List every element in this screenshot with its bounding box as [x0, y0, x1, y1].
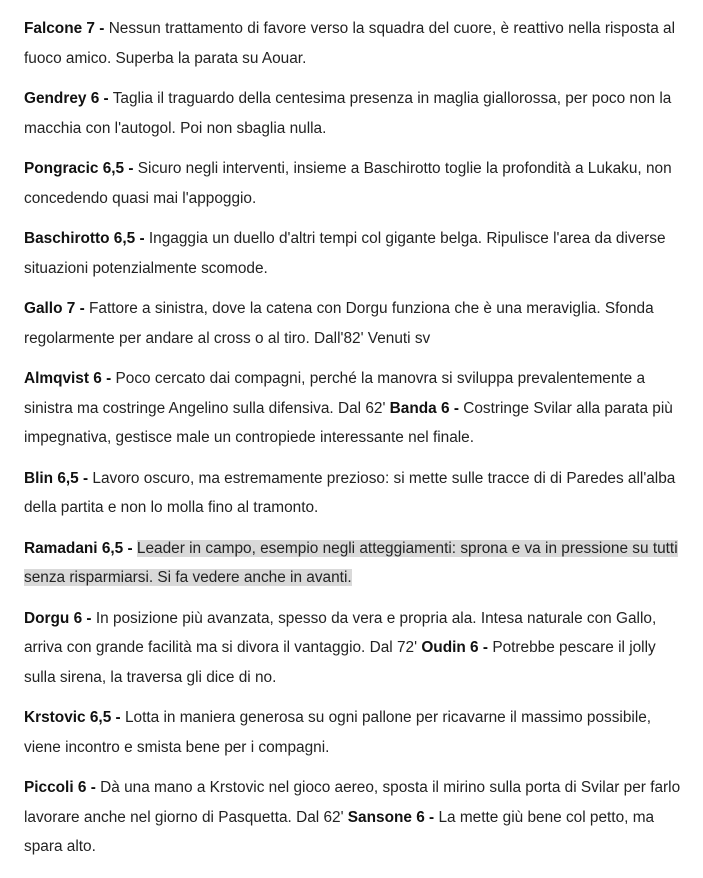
substitute-name: Sansone 6 - [347, 808, 435, 826]
player-name: Baschirotto 6,5 - [24, 230, 145, 247]
substitute-text: Costringe Svilar alla parata più impegnativa, gestisce male un contropiede interessante nel finale. [24, 399, 673, 446]
rating-gallo [24, 294, 683, 353]
substitute-name: Oudin 6 - [421, 639, 489, 656]
player-name: Ramadani 6,5 - [24, 539, 133, 557]
rating-text: Lavoro oscuro, ma estremamente prezioso: si mette sulle tracce di di Paredes all'alba della partita e non lo molla fino al tramonto. [24, 469, 676, 516]
rating-text: Dà una mano a Krstovic nel gioco aereo, sposta il mirino sulla porta di Svilar per farlo lavorare anche nel giorno di Pasquetta. Dal 62' [24, 779, 681, 826]
player-name: Krstovic 6,5 - [24, 709, 121, 726]
rating-piccoli [24, 773, 683, 862]
rating-dorgu [24, 604, 683, 693]
rating-falcone [24, 14, 683, 73]
rating-almqvist [24, 364, 683, 453]
player-name: Dorgu 6 - [24, 609, 92, 627]
rating-text: Fattore a sinistra, dove la catena con Dorgu funziona che è una meraviglia. Sfonda regolarmente per andare al cross o al tiro. Dall'82' Venuti sv [24, 300, 654, 347]
player-name: Blin 6,5 - [24, 469, 89, 487]
substitute-text: Potrebbe pescare il jolly sulla sirena, la traversa gli dice di no. [24, 639, 656, 686]
substitute-text: La mette giù bene col petto, ma spara alto. [24, 808, 655, 855]
rating-blin [24, 464, 683, 523]
player-name: Almqvist 6 - [24, 370, 112, 387]
rating-baschirotto [24, 224, 683, 283]
player-name: Gendrey 6 - [24, 90, 109, 107]
rating-text: Nessun trattamento di favore verso la squadra del cuore, è reattivo nella risposta al fuoco amico. Superba la parata su Aouar. [24, 20, 676, 67]
rating-ramadani [24, 534, 683, 593]
rating-text: In posizione più avanzata, spesso da vera e propria ala. Intesa naturale con Gallo, arriva con grande facilità ma si divora il vantaggio. Dal 72' [24, 609, 657, 656]
player-name: Piccoli 6 - [24, 779, 96, 796]
rating-text: Ingaggia un duello d'altri tempi col gigante belga. Ripulisce l'area da diverse situazioni potenzialmente scomode. [24, 230, 666, 277]
player-name: Falcone 7 - [24, 20, 105, 37]
player-name: Gallo 7 - [24, 300, 85, 317]
rating-text: Poco cercato dai compagni, perché la manovra si sviluppa prevalentemente a sinistra ma costringe Angelino sulla difensiva. Dal 62' [24, 370, 646, 417]
rating-text: Lotta in maniera generosa su ogni pallone per ricavarne il massimo possibile, viene incontro e smista bene per i compagni. [24, 709, 652, 756]
substitute-name: Banda 6 - [389, 399, 459, 417]
rating-gendrey [24, 84, 683, 143]
rating-text: Sicuro negli interventi, insieme a Baschirotto toglie la profondità a Lukaku, non concedendo quasi mai l'appoggio. [24, 160, 672, 207]
player-name: Pongracic 6,5 - [24, 160, 134, 177]
rating-text: Taglia il traguardo della centesima presenza in maglia giallorossa, per poco non la macchia con l'autogol. Poi non sbaglia nulla. [24, 90, 672, 137]
rating-pongracic [24, 154, 683, 213]
rating-krstovic [24, 703, 683, 762]
highlighted-text-selection[interactable]: Leader in campo, esempio negli atteggiamenti: sprona e va in pressione su tutti senza risparmiarsi. Si fa vedere anche in avanti. [24, 539, 678, 586]
